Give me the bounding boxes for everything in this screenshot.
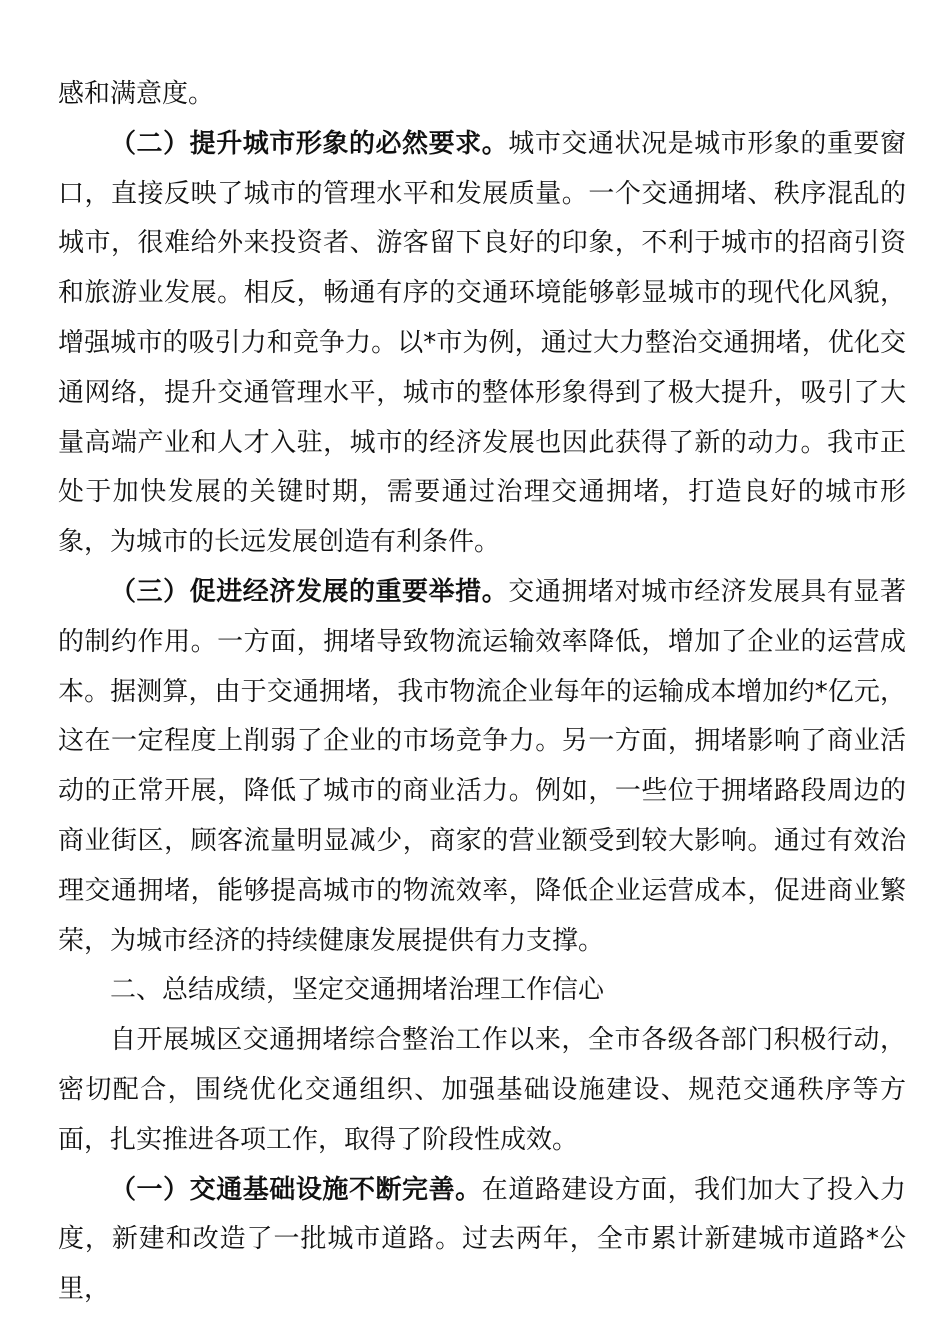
paragraph-text: 感和满意度。: [58, 79, 215, 109]
paragraph-city-image: [58, 120, 906, 568]
paragraph-text: 自开展城区交通拥堵综合整治工作以来，全市各级各部门积极行动，密切配合，围绕优化交通组织、加强基础设施建设、规范交通秩序等方面，扎实推进各项工作，取得了阶段性成效。: [58, 1025, 906, 1155]
paragraph-lead: （一）交通基础设施不断完善。: [110, 1174, 482, 1205]
document-page: [58, 70, 906, 1315]
paragraph-economic-development: [58, 568, 906, 966]
paragraph-achievements-intro: [58, 1016, 906, 1165]
section-heading: 二、总结成绩，坚定交通拥堵治理工作信心: [110, 975, 605, 1006]
paragraph-lead: （三）促进经济发展的重要举措。: [110, 576, 509, 607]
paragraph-infrastructure: [58, 1166, 906, 1315]
paragraph-text: 交通拥堵对城市经济发展具有显著的制约作用。一方面，拥堵导致物流运输效率降低，增加了企业的运营成本。据测算，由于交通拥堵，我市物流企业每年的运输成本增加约*亿元，这在一定程度上削弱了企业的市场竞争力。另一方面，拥堵影响了商业活动的正常开展，降低了城市的商业活力。例如，一些位于拥堵路段周边的商业街区，顾客流量明显减少，商家的营业额受到较大影响。通过有效治理交通拥堵，能够提高城市的物流效率，降低企业运营成本，促进商业繁荣，为城市经济的持续健康发展提供有力支撑。: [58, 576, 906, 956]
paragraph-continuation: [58, 70, 906, 120]
paragraph-text: 城市交通状况是城市形象的重要窗口，直接反映了城市的管理水平和发展质量。一个交通拥堵、秩序混乱的城市，很难给外来投资者、游客留下良好的印象，不利于城市的招商引资和旅游业发展。相反，畅通有序的交通环境能够彰显城市的现代化风貌，增强城市的吸引力和竞争力。以*市为例，通过大力整治交通拥堵，优化交通网络，提升交通管理水平，城市的整体形象得到了极大提升，吸引了大量高端产业和人才入驻，城市的经济发展也因此获得了新的动力。我市正处于加快发展的关键时期，需要通过治理交通拥堵，打造良好的城市形象，为城市的长远发展创造有利条件。: [58, 128, 906, 558]
paragraph-text: 在道路建设方面，我们加大了投入力度，新建和改造了一批城市道路。过去两年，全市累计新建城市道路*公里，: [58, 1174, 906, 1305]
paragraph-lead: （二）提升城市形象的必然要求。: [110, 128, 509, 159]
